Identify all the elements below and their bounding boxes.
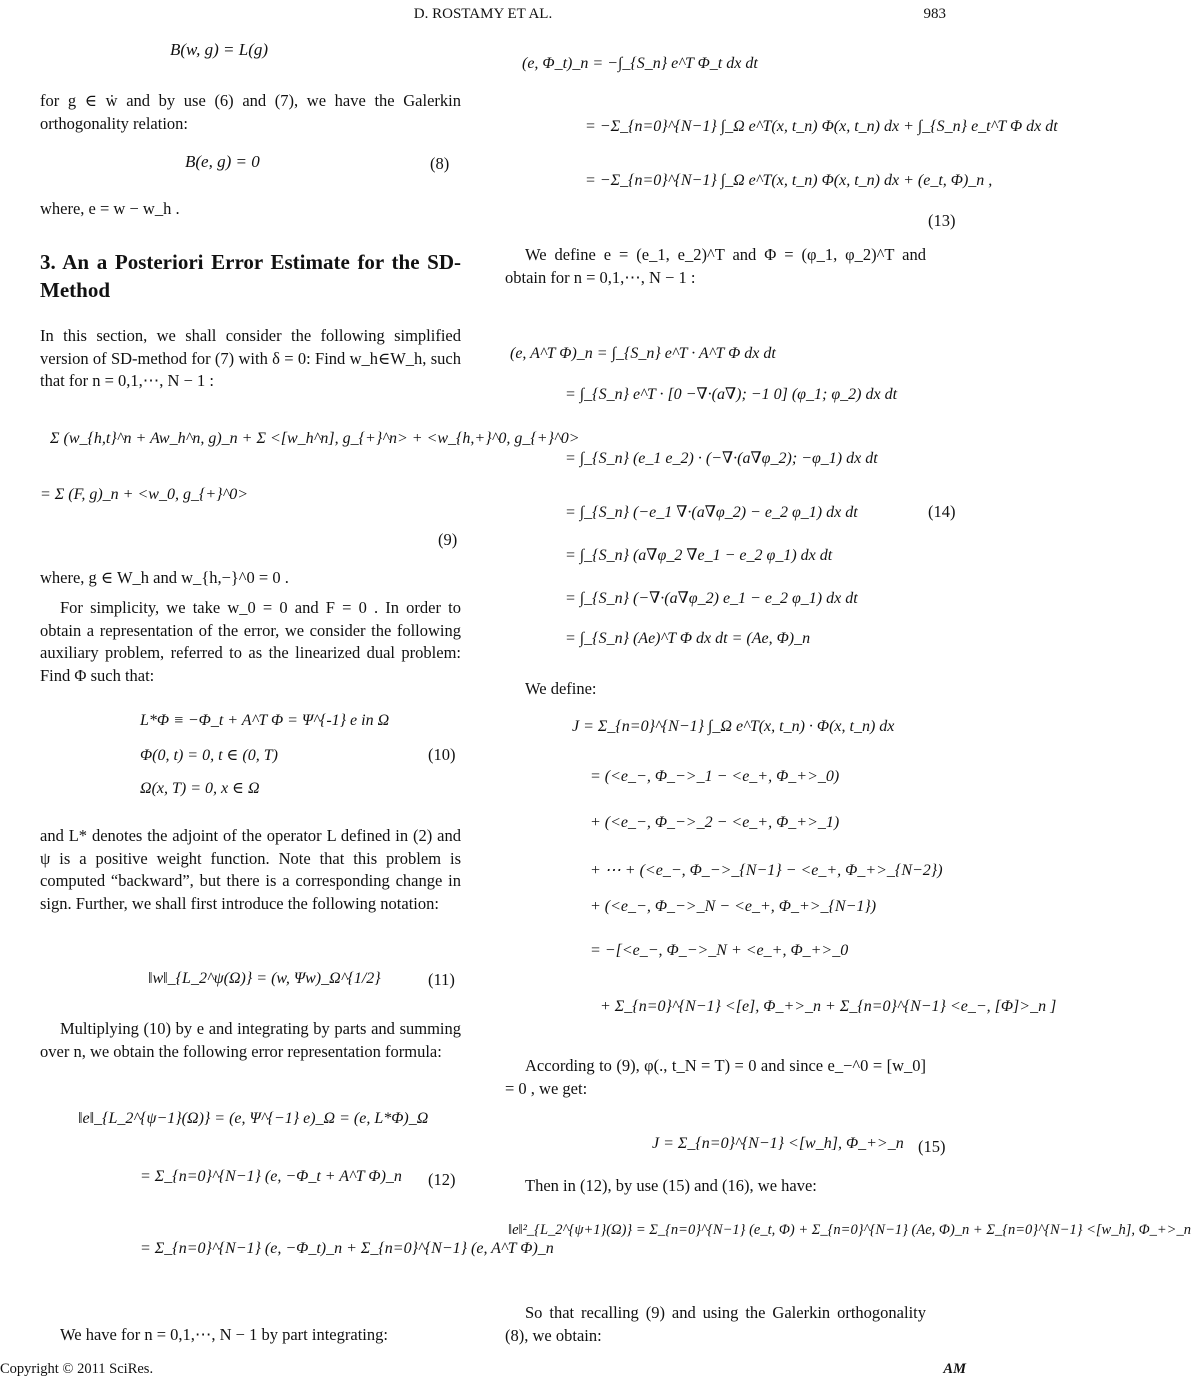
paragraph-according: According to (9), φ(., t_N = T) = 0 and since e_−^0 = [w_0] = 0 , we get: bbox=[505, 1056, 926, 1098]
equation-9-number: (9) bbox=[438, 530, 458, 549]
equation-10-line-1: L*Φ ≡ −Φ_t + A^T Φ = Ψ^{-1} e in Ω bbox=[140, 712, 390, 729]
equation-12-number: (12) bbox=[428, 1170, 456, 1189]
paragraph-we-define: We define e = (e_1, e_2)^T and Φ = (φ_1, φ_2)^T and obtain for n = 0,1,⋯, N − 1 : bbox=[505, 245, 926, 287]
equation-12-line-1: ‖e‖_{L_2^{ψ−1}(Ω)} = (e, Ψ^{−1} e)_Ω = (e, L*Φ)_Ω bbox=[78, 1110, 429, 1127]
equation-10-line-2: Φ(0, t) = 0, t ∈ (0, T) bbox=[140, 747, 278, 764]
equation-j-line-3: + (<e_−, Φ_−>_2 − <e_+, Φ_+>_1) bbox=[590, 814, 840, 831]
paragraph-multiplying: Multiplying (10) by e and integrating by parts and summing over n, we obtain the following error representation formula: bbox=[40, 1019, 461, 1061]
journal-abbrev: AM bbox=[943, 1361, 966, 1377]
equation-14-number: (14) bbox=[928, 502, 956, 521]
paragraph-where-e: where, e = w − w_h . bbox=[40, 199, 180, 218]
equation-16: ‖e‖²_{L_2^{ψ+1}(Ω)} = Σ_{n=0}^{N−1} (e_t, Φ) + Σ_{n=0}^{N−1} (Ae, Φ)_n + Σ_{n=0}^{N−1} <[w_h], Φ_+>_n bbox=[508, 1222, 1191, 1238]
paragraph-define-j: We define: bbox=[525, 679, 597, 698]
page-number: 983 bbox=[923, 6, 946, 22]
paragraph-recalling: So that recalling (9) and using the Galerkin orthogonality (8), we obtain: bbox=[505, 1303, 926, 1345]
equation-11-number: (11) bbox=[428, 970, 455, 989]
equation-12-line-2: = Σ_{n=0}^{N−1} (e, −Φ_t + A^T Φ)_n bbox=[140, 1168, 402, 1185]
equation-14-line-2: = ∫_{S_n} e^T · [0 −∇·(a∇); −1 0] (φ_1; φ_2) dx dt bbox=[565, 386, 898, 403]
equation-12-line-3: = Σ_{n=0}^{N−1} (e, −Φ_t)_n + Σ_{n=0}^{N−1} (e, A^T Φ)_n bbox=[140, 1240, 554, 1257]
equation-9-line-2: = Σ (F, g)_n + <w_0, g_{+}^0> bbox=[40, 486, 249, 503]
equation-9-line-1: Σ (w_{h,t}^n + Aw_h^n, g)_n + Σ <[w_h^n], g_{+}^n> + <w_{h,+}^0, g_{+}^0> bbox=[50, 430, 580, 447]
equation-14-line-6: = ∫_{S_n} (−∇·(a∇φ_2) e_1 − e_2 φ_1) dx dt bbox=[565, 590, 858, 607]
equation-j-line-5: + (<e_−, Φ_−>_N − <e_+, Φ_+>_{N−1}) bbox=[590, 898, 877, 915]
paragraph-adjoint: and L* denotes the adjoint of the operator L defined in (2) and ψ is a positive weight function. Note that this problem is computed “backward”, but there is a corresponding change in sign. Further, we shall first introduce the following notation: bbox=[40, 826, 461, 913]
paragraph-where-g: where, g ∈ W_h and w_{h,−}^0 = 0 . bbox=[40, 568, 289, 587]
equation-8: B(e, g) = 0 bbox=[185, 152, 260, 171]
equation-14-line-3: = ∫_{S_n} (e_1 e_2) · (−∇·(a∇φ_2); −φ_1) dx dt bbox=[565, 450, 878, 467]
equation-8-number: (8) bbox=[430, 154, 450, 173]
running-header: D. ROSTAMY ET AL. bbox=[413, 6, 553, 22]
equation-j-line-6: = −[<e_−, Φ_−>_N + <e_+, Φ_+>_0 bbox=[590, 942, 849, 959]
equation-j-line-7: + Σ_{n=0}^{N−1} <[e], Φ_+>_n + Σ_{n=0}^{N−1} <e_−, [Φ]>_n ] bbox=[600, 998, 1057, 1015]
equation-14-line-5: = ∫_{S_n} (a∇φ_2 ∇e_1 − e_2 φ_1) dx dt bbox=[565, 547, 833, 564]
paragraph-simplicity: For simplicity, we take w_0 = 0 and F = 0 . In order to obtain a representation of the error, we consider the following auxiliary problem, referred to as the linearized dual problem: Find Φ such that: bbox=[40, 598, 461, 685]
equation-13-line-2: = −Σ_{n=0}^{N−1} ∫_Ω e^T(x, t_n) Φ(x, t_n) dx + ∫_{S_n} e_t^T Φ dx dt bbox=[585, 118, 1058, 135]
equation-11: ‖w‖_{L_2^ψ(Ω)} = (w, Ψw)_Ω^{1/2} bbox=[148, 970, 381, 987]
equation-b-l: B(w, g) = L(g) bbox=[170, 40, 269, 59]
copyright-notice: Copyright © 2011 SciRes. bbox=[0, 1361, 154, 1377]
equation-15-number: (15) bbox=[918, 1137, 946, 1156]
equation-14-line-4: = ∫_{S_n} (−e_1 ∇·(a∇φ_2) − e_2 φ_1) dx dt bbox=[565, 504, 858, 521]
equation-j-line-1: J = Σ_{n=0}^{N−1} ∫_Ω e^T(x, t_n) · Φ(x, t_n) dx bbox=[572, 718, 895, 735]
equation-14-line-1: (e, A^T Φ)_n = ∫_{S_n} e^T · A^T Φ dx dt bbox=[510, 345, 776, 362]
paragraph-then: Then in (12), by use (15) and (16), we have: bbox=[525, 1176, 817, 1195]
section-title: 3. An a Posteriori Error Estimate for the SD-Method bbox=[40, 250, 461, 302]
paragraph-part-integrating: We have for n = 0,1,⋯, N − 1 by part integrating: bbox=[60, 1325, 388, 1344]
paragraph-sd-method: In this section, we shall consider the following simplified version of SD-method for (7) with δ = 0: Find w_h∈W_h, such that for n = 0,1,⋯, N − 1 : bbox=[40, 326, 461, 390]
equation-j-line-2: = (<e_−, Φ_−>_1 − <e_+, Φ_+>_0) bbox=[590, 768, 840, 785]
equation-10-line-3: Ω(x, T) = 0, x ∈ Ω bbox=[140, 780, 260, 797]
equation-15: J = Σ_{n=0}^{N−1} <[w_h], Φ_+>_n bbox=[652, 1135, 904, 1152]
equation-j-line-4: + ⋯ + (<e_−, Φ_−>_{N−1} − <e_+, Φ_+>_{N−2}) bbox=[590, 862, 943, 879]
equation-13-line-3: = −Σ_{n=0}^{N−1} ∫_Ω e^T(x, t_n) Φ(x, t_n) dx + (e_t, Φ)_n , bbox=[585, 172, 993, 189]
equation-13-line-1: (e, Φ_t)_n = −∫_{S_n} e^T Φ_t dx dt bbox=[522, 55, 758, 72]
paragraph-galerkin: for g ∈ ẇ and by use (6) and (7), we have the Galerkin orthogonality relation: bbox=[40, 91, 461, 133]
equation-14-line-7: = ∫_{S_n} (Ae)^T Φ dx dt = (Ae, Φ)_n bbox=[565, 630, 811, 647]
equation-10-number: (10) bbox=[428, 745, 456, 764]
equation-13-number: (13) bbox=[928, 211, 956, 230]
